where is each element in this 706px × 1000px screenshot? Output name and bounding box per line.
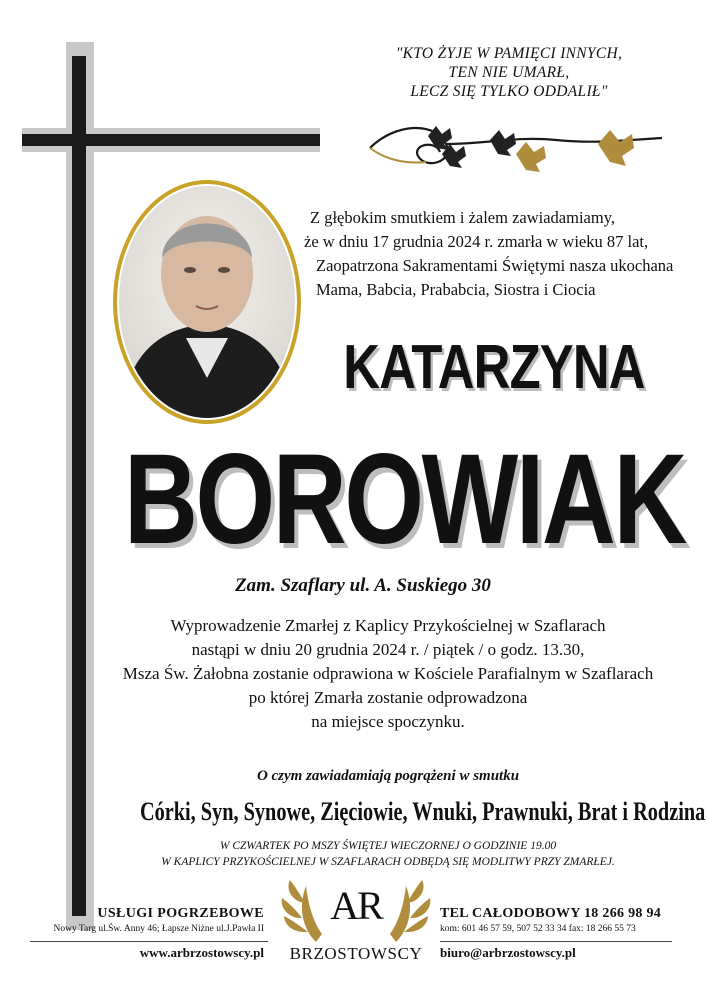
dark-leaf-icon <box>490 130 516 156</box>
email-link[interactable]: biuro@arbrzostowscy.pl <box>440 945 576 960</box>
quote-line: "KTO ŻYJE W PAMIĘCI INNYCH, <box>395 45 623 62</box>
funeral-line: po której Zmarła zostanie odprowadzona <box>248 688 528 707</box>
intro-line: Zaopatrzona Sakramentami Świętymi nasza ukochana <box>316 256 674 275</box>
cross-horizontal-beam <box>22 134 320 146</box>
deceased-surname: BOROWIAK <box>124 428 685 571</box>
gold-leaf-icon <box>598 130 634 166</box>
notice-line: W CZWARTEK PO MSZY ŚWIĘTEJ WIECZORNEJ O GODZINIE 19.00 <box>219 840 557 852</box>
funeral-line: Wyprowadzenie Zmarłej z Kaplicy Przykościelnej w Szaflarach <box>170 616 606 635</box>
funeral-services-title: USŁUGI POGRZEBOWE <box>97 906 264 921</box>
mourners-list: Córki, Syn, Synowe, Zięciowie, Wnuki, Prawnuki, Brat i Rodzina <box>139 797 706 826</box>
footer-divider-right <box>440 941 672 942</box>
gold-leaf-icon <box>516 142 546 172</box>
funeral-services-address: Nowy Targ ul.Św. Anny 46; Łapsze Niżne ul.J.Pawła II <box>53 924 264 934</box>
quote-line: LECZ SIĘ TYLKO ODDALIŁ" <box>410 83 608 100</box>
funeral-line: nastąpi w dniu 20 grudnia 2024 r. / piątek / o godz. 13.30, <box>191 640 585 659</box>
website-link[interactable]: www.arbrzostowscy.pl <box>139 945 264 960</box>
footer-divider-left <box>30 941 268 942</box>
memorial-quote <box>350 44 668 101</box>
cross-vertical-beam <box>72 56 86 916</box>
notice-line: W KAPLICY PRZYKOŚCIELNEJ W SZAFLARACH ODBĘDĄ SIĘ MODLITWY PRZY ZMARŁEJ. <box>161 856 615 868</box>
quote-line: TEN NIE UMARŁ, <box>448 64 570 81</box>
intro-line: że w dniu 17 grudnia 2024 r. zmarła w wieku 87 lat, <box>304 232 649 251</box>
deceased-portrait <box>110 178 304 426</box>
announcement-intro <box>304 206 678 302</box>
logo-monogram: AR <box>330 883 382 928</box>
prayer-notice <box>70 838 706 870</box>
deceased-first-name: KATARZYNA <box>343 333 645 402</box>
funeral-line: na miejsce spoczynku. <box>311 712 465 731</box>
leaf-vine-ornament <box>366 114 666 184</box>
phone-24h: TEL CAŁODOBOWY 18 266 98 94 <box>440 906 662 921</box>
intro-line: Mama, Babcia, Prababcia, Siostra i Ciocia <box>316 280 596 299</box>
deceased-address: Zam. Szaflary ul. A. Suskiego 30 <box>235 575 491 596</box>
intro-line: Z głębokim smutkiem i żalem zawiadamiamy, <box>310 208 616 227</box>
logo-company-name: BRZOSTOWSCY <box>289 944 423 963</box>
mobile-fax-numbers: kom: 601 46 57 59, 507 52 33 34 fax: 18 266 55 73 <box>440 924 636 934</box>
funeral-line: Msza Św. Żałobna zostanie odprawiona w Kościele Parafialnym w Szaflarach <box>122 664 654 683</box>
funeral-details <box>70 614 706 734</box>
mourners-intro: O czym zawiadamiają pogrążeni w smutku <box>256 768 520 784</box>
